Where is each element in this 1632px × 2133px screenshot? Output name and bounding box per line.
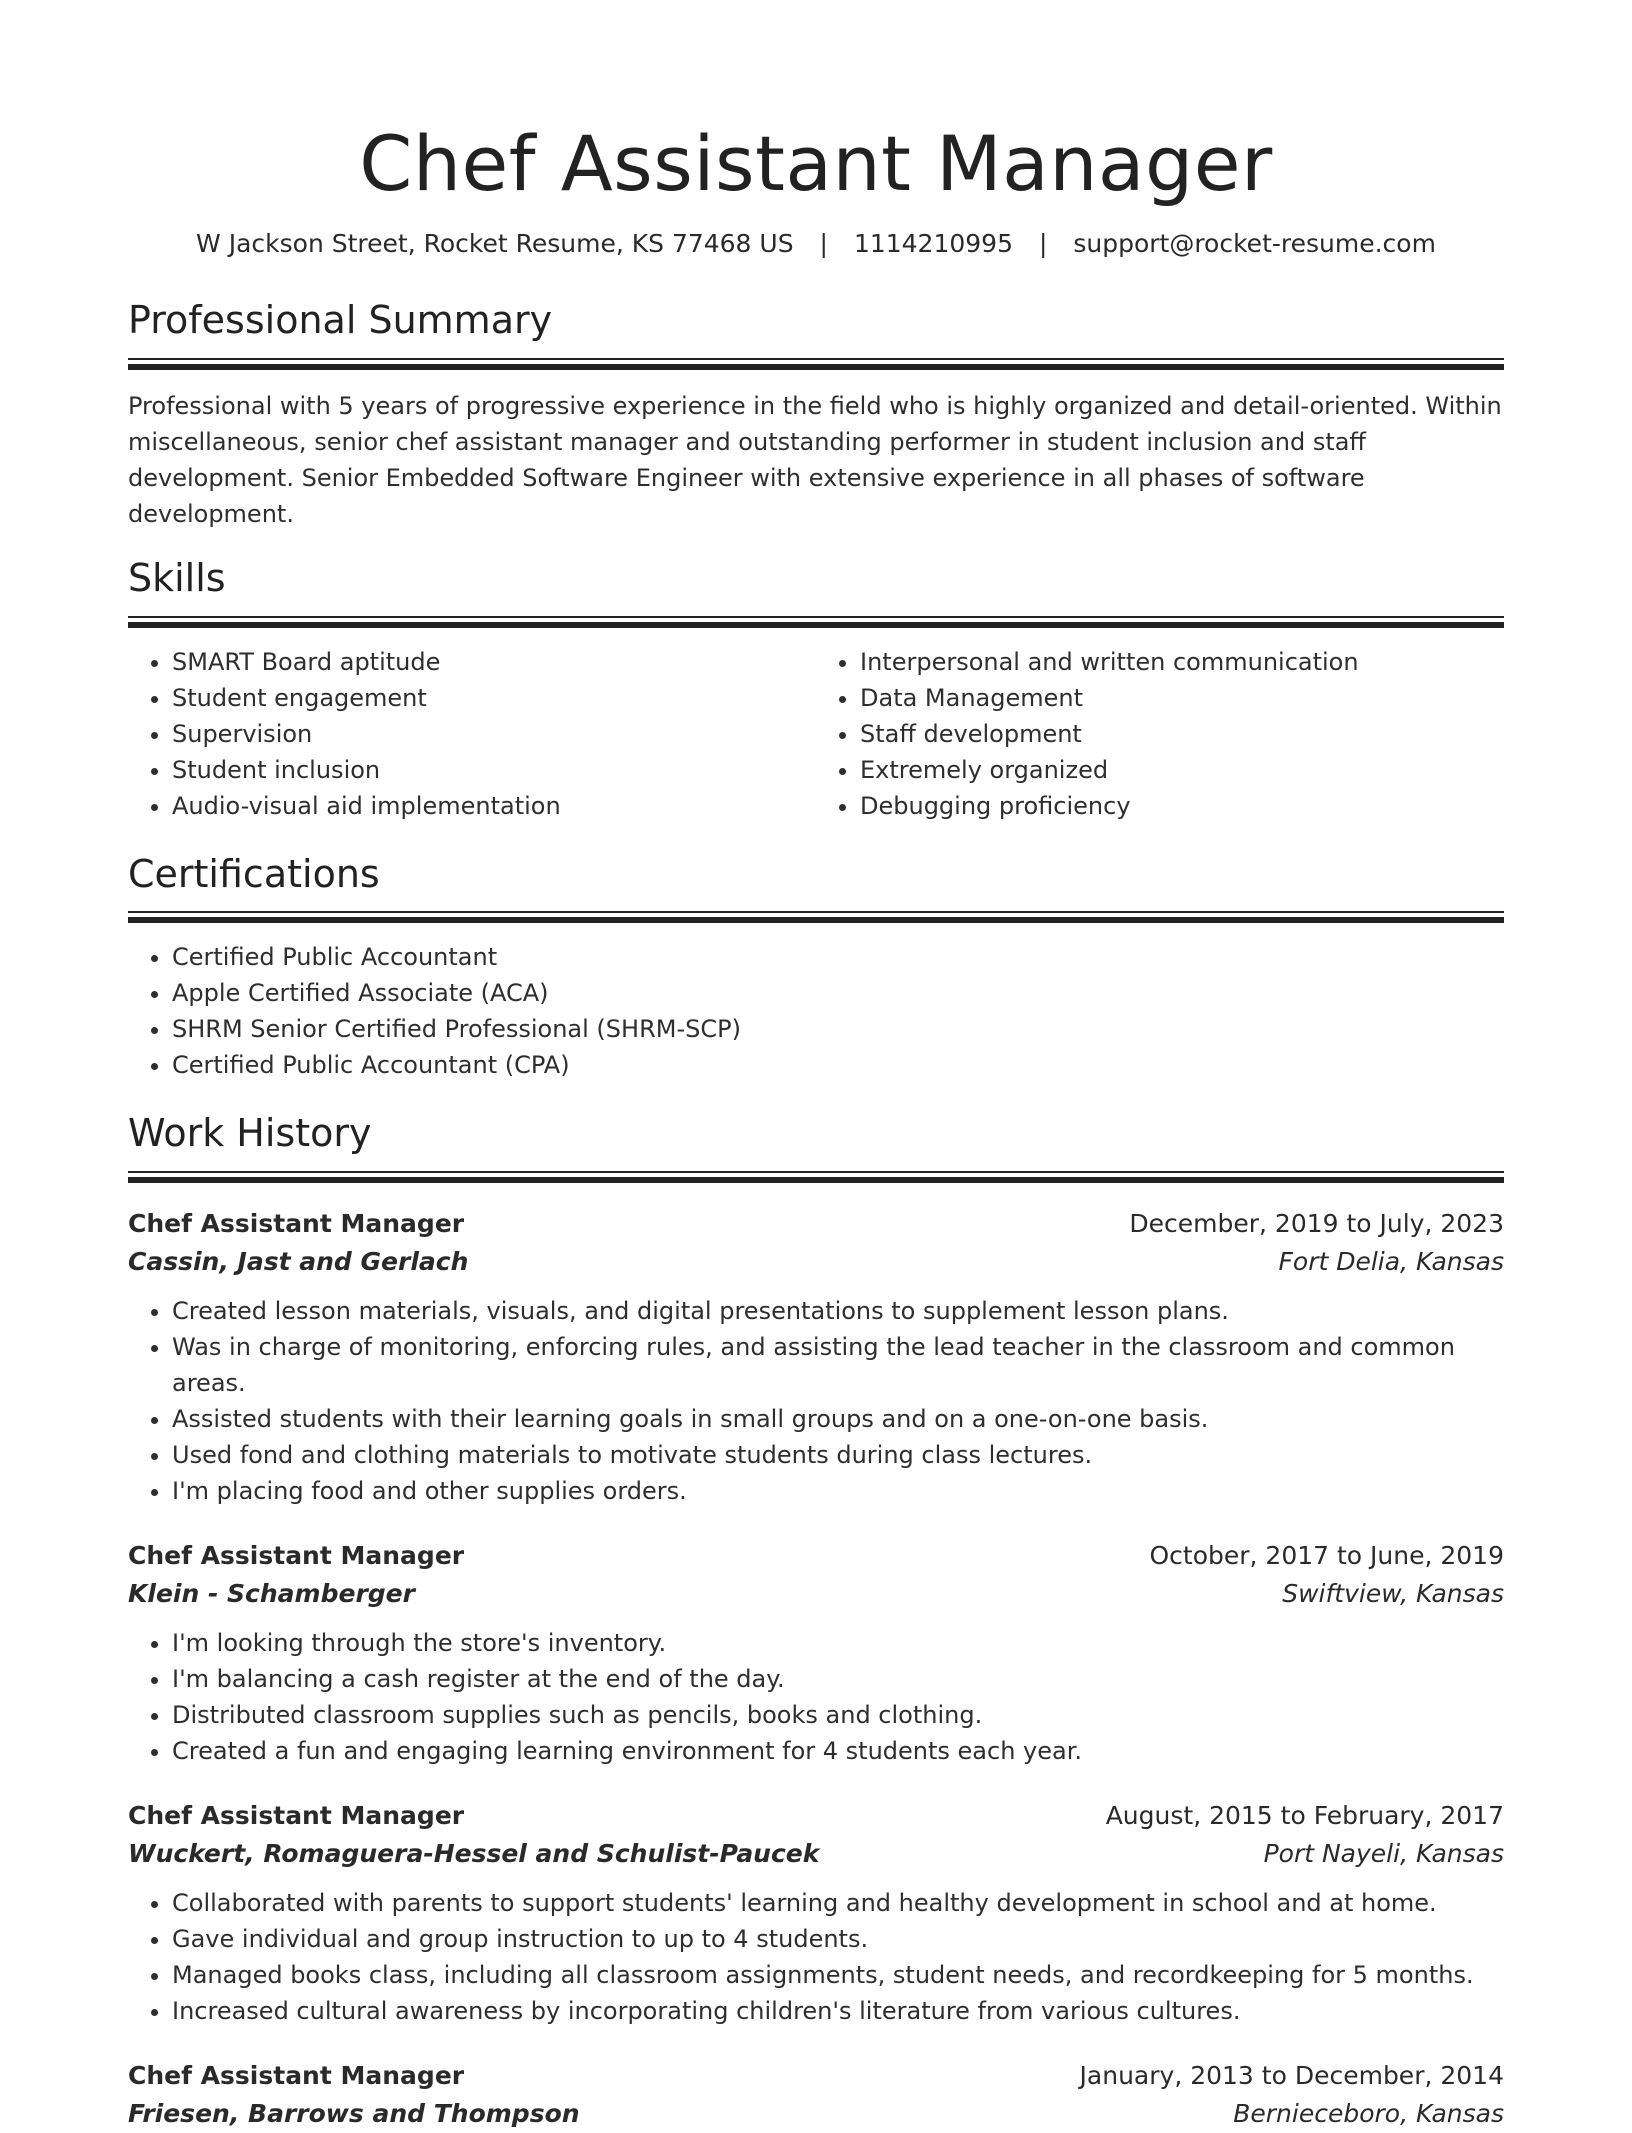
section-divider: [128, 911, 1504, 923]
certification-item: • Certified Public Accountant (CPA): [172, 1047, 1504, 1083]
job-duty: • Assisted students with their learning goals in small groups and on a one-on-one basis.: [172, 1401, 1504, 1437]
job-duty: • Created lesson materials, visuals, and digital presentations to supplement lesson plans.: [172, 1293, 1504, 1329]
candidate-name: Chef Assistant Manager: [359, 119, 1273, 208]
job-company: Wuckert, Romaguera-Hessel and Schulist-Paucek: [128, 1838, 820, 1868]
summary-heading: Professional Summary: [128, 298, 553, 343]
job-entry: [128, 1205, 1504, 1509]
job-location: Port Nayeli, Kansas: [1263, 1838, 1504, 1868]
skill-item: • SMART Board aptitude: [172, 644, 816, 680]
job-title: Chef Assistant Manager: [128, 2060, 465, 2090]
job-duty: • I'm looking through the store's inventory.: [172, 1625, 1504, 1661]
job-duty: • Used fond and clothing materials to motivate students during class lectures.: [172, 1437, 1504, 1473]
skills-list-right: [816, 644, 1504, 824]
job-duty: • Collaborated with parents to support students' learning and healthy development in school and at home.: [172, 1885, 1504, 1921]
summary-section: [128, 298, 1504, 532]
job-duty: • Distributed classroom supplies such as pencils, books and clothing.: [172, 1697, 1504, 1733]
contact-address: W Jackson Street, Rocket Resume, KS 77468 US: [196, 229, 794, 259]
job-dates: December, 2019 to July, 2023: [1129, 1208, 1504, 1238]
skills-heading: Skills: [128, 555, 226, 600]
section-divider: [128, 358, 1504, 370]
job-dates: January, 2013 to December, 2014: [1079, 2060, 1504, 2090]
job-company: Friesen, Barrows and Thompson: [128, 2098, 580, 2128]
skills-grid: [128, 628, 1504, 824]
contact-separator: |: [1038, 229, 1048, 259]
certifications-list: [128, 939, 1504, 1083]
certification-item: • Certified Public Accountant: [172, 939, 1504, 975]
job-duties: [128, 1293, 1504, 1509]
job-title: Chef Assistant Manager: [128, 1800, 465, 1830]
section-divider: [128, 1171, 1504, 1183]
skill-item: • Staff development: [860, 716, 1504, 752]
job-location: Fort Delia, Kansas: [1278, 1246, 1504, 1276]
job-duties: [128, 1885, 1504, 2029]
job-location: Swiftview, Kansas: [1282, 1578, 1504, 1608]
job-duty: • Managed books class, including all classroom assignments, student needs, and recordkeeping for 5 months.: [172, 1957, 1504, 1993]
skill-item: • Interpersonal and written communication: [860, 644, 1504, 680]
job-entry: [128, 1797, 1504, 2029]
job-dates: August, 2015 to February, 2017: [1105, 1800, 1504, 1830]
work-history-heading: Work History: [128, 1111, 372, 1156]
skills-section: [128, 556, 1504, 824]
job-duty: • Created a fun and engaging learning environment for 4 students each year.: [172, 1733, 1504, 1769]
certification-item: • Apple Certified Associate (ACA): [172, 975, 1504, 1011]
job-company: Cassin, Jast and Gerlach: [128, 1246, 469, 1276]
skill-item: • Data Management: [860, 680, 1504, 716]
contact-line: [128, 229, 1504, 258]
job-duty: • I'm placing food and other supplies orders.: [172, 1473, 1504, 1509]
job-duty: • Gave individual and group instruction to up to 4 students.: [172, 1921, 1504, 1957]
skill-item: • Student inclusion: [172, 752, 816, 788]
section-divider: [128, 616, 1504, 628]
certifications-heading: Certifications: [128, 851, 380, 896]
skill-item: • Student engagement: [172, 680, 816, 716]
skills-list-left: [128, 644, 816, 824]
job-entry: [128, 2057, 1504, 2133]
job-dates: October, 2017 to June, 2019: [1149, 1540, 1504, 1570]
job-entry: [128, 1537, 1504, 1769]
job-company: Klein - Schamberger: [128, 1578, 415, 1608]
certifications-section: [128, 852, 1504, 1084]
skill-item: • Supervision: [172, 716, 816, 752]
job-location: Bernieceboro, Kansas: [1233, 2098, 1504, 2128]
job-title: Chef Assistant Manager: [128, 1208, 465, 1238]
skill-item: • Extremely organized: [860, 752, 1504, 788]
job-duties: [128, 1625, 1504, 1769]
contact-email: support@rocket-resume.com: [1073, 229, 1436, 259]
summary-text: Professional with 5 years of progressive experience in the field who is highly organized and detail-oriented. Within miscellaneous, senior chef assistant manager and outstanding performer in student inclusion and staff development. Senior Embedded Software Engineer with extensive experience in all phases of software development.: [128, 391, 1502, 528]
contact-separator: |: [819, 229, 828, 259]
job-duty: • Was in charge of monitoring, enforcing rules, and assisting the lead teacher in the classroom and common areas.: [172, 1329, 1504, 1401]
skill-item: • Debugging proficiency: [860, 788, 1504, 824]
work-history-section: [128, 1111, 1504, 2133]
skill-item: • Audio-visual aid implementation: [172, 788, 816, 824]
job-duty: • Increased cultural awareness by incorporating children's literature from various cultures.: [172, 1993, 1504, 2029]
certification-item: • SHRM Senior Certified Professional (SHRM-SCP): [172, 1011, 1504, 1047]
job-title: Chef Assistant Manager: [128, 1540, 465, 1570]
contact-phone: 1114210995: [853, 229, 1013, 259]
job-duty: • I'm balancing a cash register at the end of the day.: [172, 1661, 1504, 1697]
